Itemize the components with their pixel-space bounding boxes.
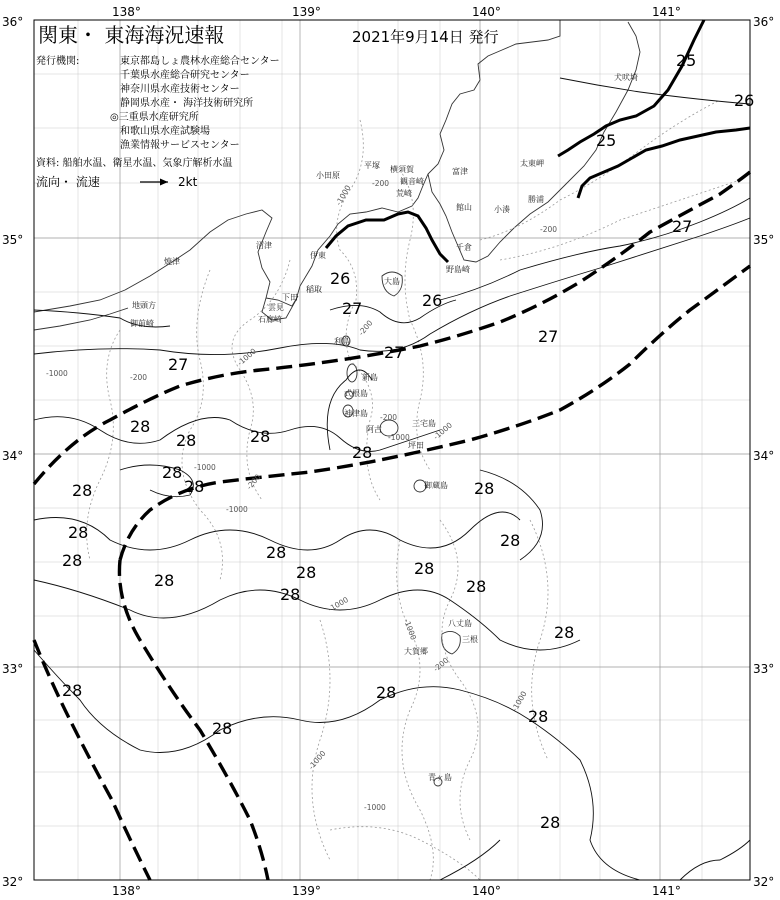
- isotherm-label: 28: [376, 683, 397, 702]
- place-label: 御前崎: [130, 319, 154, 328]
- isotherm-label: 28: [62, 551, 83, 570]
- place-label: 千倉: [456, 243, 472, 252]
- isotherm-label: 26: [422, 291, 443, 310]
- isotherm-label: 28: [72, 481, 93, 500]
- legend-speed: 2kt: [178, 175, 198, 189]
- lon-label-top: 140°: [472, 5, 501, 19]
- lon-label-bottom: 140°: [472, 884, 501, 898]
- issuer-label: 発行機関:: [36, 56, 80, 67]
- isotherm-label: 28: [296, 563, 317, 582]
- place-label: 野島崎: [446, 265, 470, 274]
- isotherm-label: 27: [168, 355, 189, 374]
- isotherm-label: 28: [266, 543, 287, 562]
- depth-label: -200: [372, 179, 390, 188]
- lon-label-bottom: 138°: [112, 884, 141, 898]
- place-label: 小湊: [494, 205, 510, 214]
- isotherm-label: 28: [474, 479, 495, 498]
- depth-label: -1000: [431, 420, 454, 442]
- place-label: 新島: [362, 373, 378, 382]
- isotherm-label: 28: [466, 577, 487, 596]
- isotherm-label: 26: [330, 269, 351, 288]
- place-label: 地頭方: [132, 301, 156, 310]
- place-label: 横須賀: [390, 165, 414, 174]
- place-label: 平塚: [364, 161, 380, 170]
- lat-label-left: 36°: [2, 15, 24, 29]
- lon-label-top: 141°: [652, 5, 681, 19]
- place-label: 石廊崎: [258, 315, 282, 324]
- lon-label-bottom: 141°: [652, 884, 681, 898]
- place-label: 御蔵島: [424, 481, 448, 490]
- legend: [36, 174, 198, 189]
- place-label: 坪田: [408, 441, 424, 450]
- depth-label: -1000: [235, 346, 258, 368]
- isotherm-label: 27: [538, 327, 559, 346]
- place-label: 青ヶ島: [428, 773, 452, 782]
- place-label: 八丈島: [448, 619, 472, 628]
- place-label: 下田: [282, 293, 298, 302]
- map-title: 関東・ 東海海況速報: [38, 23, 225, 47]
- isotherm-label: 28: [184, 477, 205, 496]
- issuer-line: ◎三重県水産研究所: [110, 112, 199, 123]
- lon-label-top: 138°: [112, 5, 141, 19]
- isotherm-label: 27: [672, 217, 693, 236]
- place-label: 沼津: [256, 241, 272, 250]
- issuer-line: 静岡県水産・ 海洋技術研究所: [120, 98, 254, 109]
- issue-date: 2021年9月14日 発行: [352, 28, 499, 46]
- depth-label: -1000: [326, 595, 350, 614]
- place-label: 小田原: [316, 171, 340, 180]
- depth-label: -200: [130, 373, 148, 382]
- isotherm-label: 27: [384, 343, 405, 362]
- isotherm-label: 28: [62, 681, 83, 700]
- data-sources: 資料: 船舶水温、衛星水温、気象庁解析水温: [36, 158, 233, 169]
- place-label: 三根: [462, 635, 478, 644]
- place-label: 荒崎: [396, 189, 412, 198]
- depth-label: -1000: [306, 748, 328, 772]
- lat-label-right: 32°: [753, 875, 775, 889]
- place-label: 阿古: [366, 425, 382, 434]
- isotherm-label: 28: [162, 463, 183, 482]
- isotherm-label: 27: [342, 299, 363, 318]
- place-label: 太東岬: [520, 159, 544, 168]
- lat-label-left: 33°: [2, 662, 24, 676]
- issuer-line: 和歌山県水産試験場: [120, 126, 210, 137]
- lat-label-left: 32°: [2, 875, 24, 889]
- depth-label: -1000: [388, 433, 410, 442]
- place-label: 犬吠埼: [614, 73, 638, 82]
- isotherm-label: 28: [540, 813, 561, 832]
- place-label: 三宅島: [412, 419, 436, 428]
- depth-label: -1000: [333, 183, 353, 207]
- lat-label-left: 34°: [2, 449, 24, 463]
- issuer-line: 神奈川県水産技術センター: [120, 84, 240, 95]
- isotherm-label: 26: [734, 91, 755, 110]
- isotherm-label: 25: [676, 51, 697, 70]
- issuer-line: 漁業情報サービスセンター: [120, 140, 240, 151]
- place-label: 勝浦: [528, 195, 544, 204]
- depth-label: -200: [540, 225, 558, 234]
- place-label: 稲取: [306, 285, 322, 294]
- isotherm-label: 28: [68, 523, 89, 542]
- depth-label: -200: [431, 655, 451, 674]
- place-label: 伊東: [310, 251, 326, 260]
- depth-label: -200: [356, 318, 375, 338]
- arrow-head-icon: [160, 179, 168, 186]
- depth-label: -1000: [194, 463, 216, 472]
- depth-label: -1000: [402, 617, 419, 642]
- depth-label: -1000: [226, 505, 248, 514]
- place-label: 神津島: [344, 409, 368, 418]
- isotherm-label: 25: [596, 131, 617, 150]
- lat-label-right: 33°: [753, 662, 775, 676]
- depth-label: -200: [380, 413, 398, 422]
- place-label: 焼津: [164, 257, 180, 266]
- depth-label: -1000: [364, 803, 386, 812]
- place-label: 館山: [456, 203, 472, 212]
- lon-label-bottom: 139°: [292, 884, 321, 898]
- depth-label: -1000: [46, 369, 68, 378]
- place-label: 観音崎: [400, 177, 424, 186]
- place-label: 大島: [384, 277, 400, 286]
- isotherm-label: 28: [352, 443, 373, 462]
- lon-label-top: 139°: [292, 5, 321, 19]
- isotherm-label: 28: [154, 571, 175, 590]
- isotherm-label: 28: [500, 531, 521, 550]
- place-label: 利島: [334, 337, 350, 346]
- lat-label-left: 35°: [2, 233, 24, 247]
- place-label: 大賀郷: [404, 647, 428, 656]
- lat-label-right: 36°: [753, 15, 775, 29]
- place-label: 富津: [452, 167, 468, 176]
- isotherm-label: 28: [528, 707, 549, 726]
- isotherms: [34, 78, 750, 880]
- isotherm-label: 28: [414, 559, 435, 578]
- depth-label: -200: [244, 472, 263, 492]
- isotherm-label: 28: [280, 585, 301, 604]
- depth-label: -1000: [509, 689, 529, 713]
- lat-label-right: 35°: [753, 233, 775, 247]
- isotherm-label: 28: [130, 417, 151, 436]
- place-label: 式根島: [344, 389, 368, 398]
- lat-label-right: 34°: [753, 449, 775, 463]
- isotherm-label: 28: [212, 719, 233, 738]
- issuer-line: 千葉県水産総合研究センター: [120, 70, 250, 81]
- place-label: 雲見: [268, 303, 284, 312]
- legend-label: 流向・ 流速: [36, 175, 100, 189]
- issuer-line: 東京都島しょ農林水産総合センター: [120, 56, 280, 67]
- isotherm-label: 28: [176, 431, 197, 450]
- isotherm-label: 28: [250, 427, 271, 446]
- isotherm-label: 28: [554, 623, 575, 642]
